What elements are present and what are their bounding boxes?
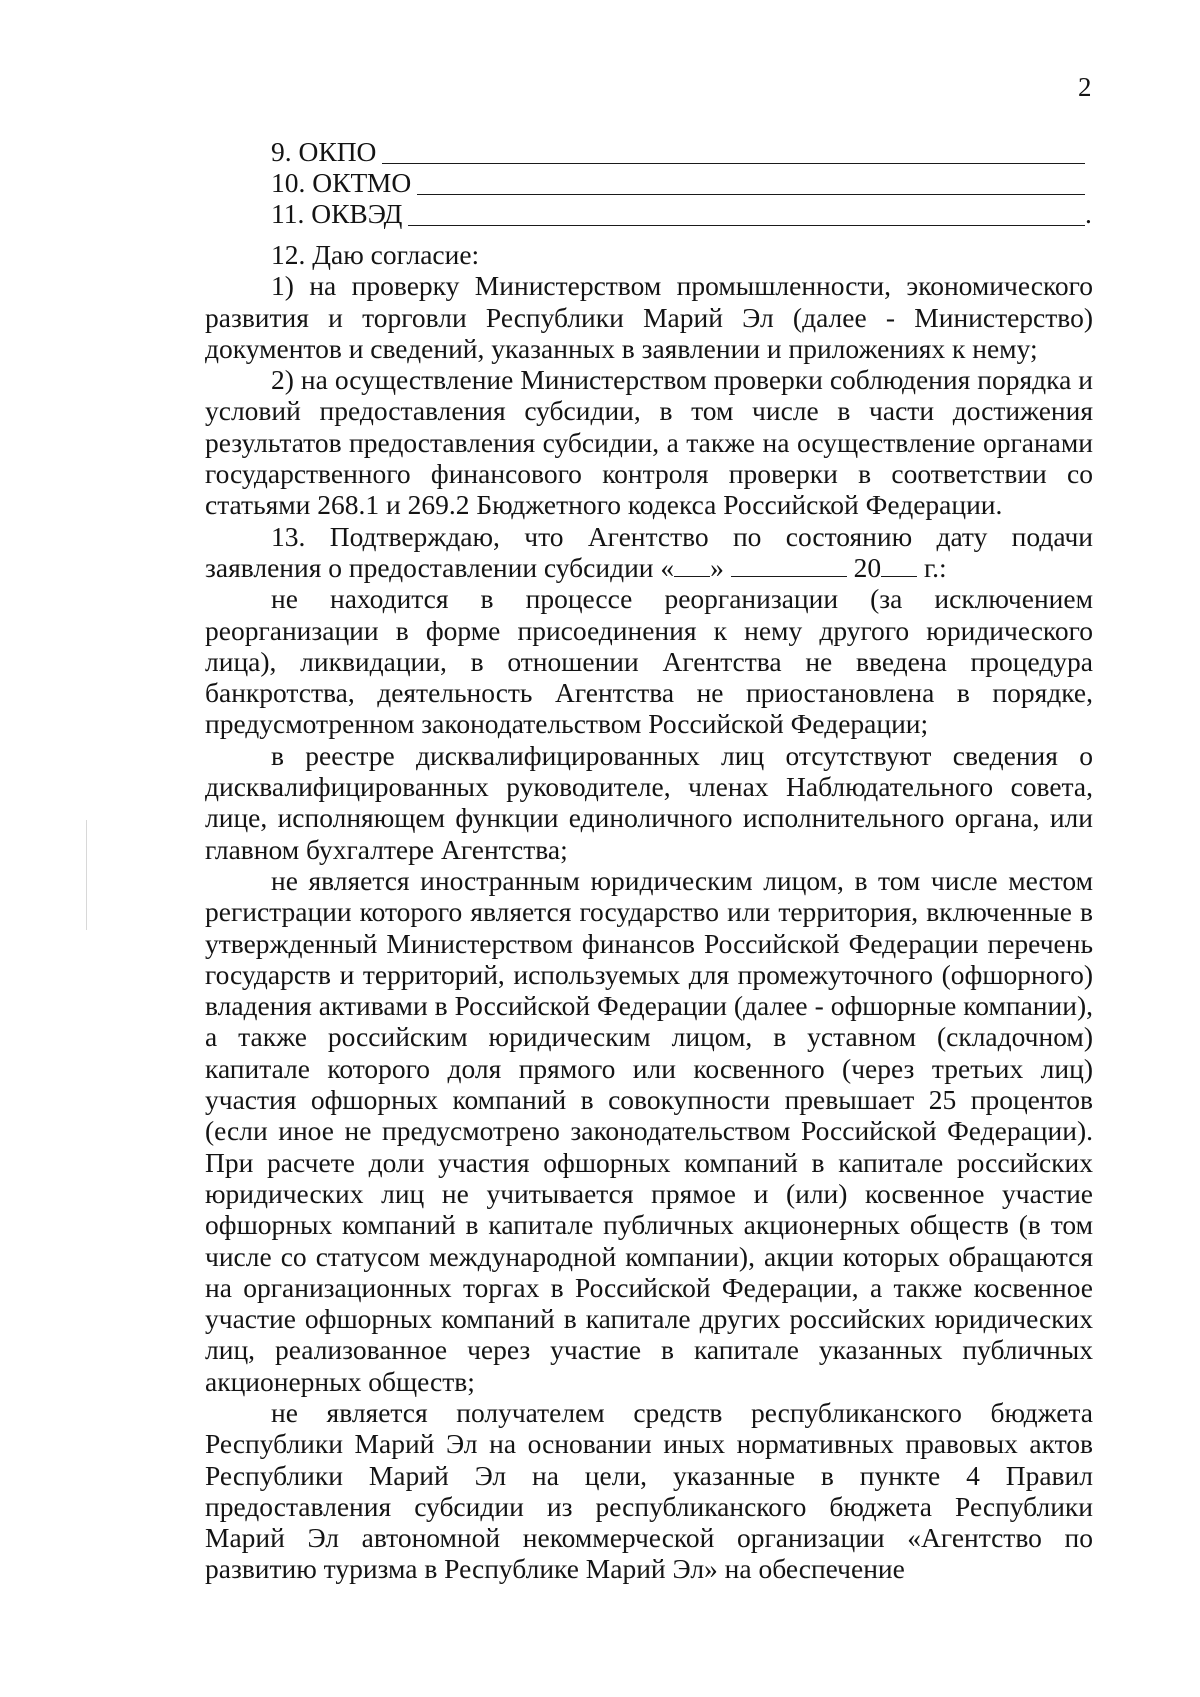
date-day-blank [674, 554, 710, 577]
okpo-field [271, 136, 1093, 168]
okved-field [271, 198, 1093, 230]
disqualified-registry-paragraph: в реестре дисквалифицированных лиц отсутствуют сведения о дисквалифицированных руководителе, членах Наблюдательного совета, лице, исполняющем функции единоличного исполнительного органа, или главном бухгалтере Агентства; [205, 739, 1093, 865]
okpo-label: 9. ОКПО [271, 136, 377, 167]
reorganization-paragraph: не находится в процессе реорганизации (за исключением реорганизации в форме присоединения к нему другого юридического лица), ликвидации, в отношении Агентства не введена процедура банкротства, деятельность Агентства не приостановлена в порядке, предусмотренном законодательством Российской Федерации; [205, 583, 1093, 740]
date-year-suffix: г.: [924, 551, 947, 583]
okpo-blank-line [382, 139, 1085, 164]
oktmo-label: 10. ОКТМО [271, 167, 412, 198]
consent-item-1: 1) на проверку Министерством промышленности, экономического развития и торговли Республики Марий Эл (далее - Министерство) документов и сведений, указанных в заявлении и приложениях к нему; [205, 270, 1093, 364]
page-number: 2 [1078, 72, 1092, 102]
confirmation-text: 13. Подтверждаю, что Агентство по состоянию дату подачи заявления о предоставлении субсидии « [205, 520, 1093, 583]
confirmation-paragraph [205, 521, 1093, 584]
offshore-paragraph: не является иностранным юридическим лицом, в том числе местом регистрации которого является государство или территория, включенные в утвержденный Министерством финансов Российской Федерации перечень государств и территорий, используемых для промежуточного (офшорного) владения активами в Российской Федерации (далее - офшорные компании), а также российским юридическим лицом, в уставном (складочном) капитале которого доля прямого или косвенного (через третьих лиц) участия офшорных компаний в совокупности превышает 25 процентов (если иное не предусмотрено законодательством Российской Федерации). При расчете доли участия офшорных компаний в капитале российских юридических лиц не учитывается прямое и (или) косвенное участие офшорных компаний в капитале публичных акционерных обществ (в том числе со статусом международной компании), акции которых обращаются на организационных торгах в Российской Федерации, а также косвенное участие офшорных компаний в капитале других российских юридических лиц, реализованное через участие в капитале указанных публичных акционерных обществ; [205, 864, 1093, 1397]
scan-artifact-line [86, 820, 87, 930]
consent-item-2: 2) на осуществление Министерством проверки соблюдения порядка и условий предоставления субсидии, в том числе в части достижения результатов предоставления субсидии, а также на осуществление органами государственного финансового контроля проверки в соответствии со статьями 268.1 и 269.2 Бюджетного кодекса Российской Федерации. [205, 364, 1093, 521]
consent-heading: 12. Даю согласие: [271, 239, 480, 270]
okved-end: . [1085, 198, 1092, 229]
budget-recipient-paragraph: не является получателем средств республиканского бюджета Республики Марий Эл на основании иных нормативных правовых актов Республики Марий Эл на цели, указанные в пункте 4 Правил предоставления субсидии из республиканского бюджета Республики Марий Эл автономной некоммерческой организации «Агентство по развитию туризма в Республике Марий Эл» на обеспечение [205, 1396, 1093, 1585]
document-body [205, 239, 1093, 1585]
okved-blank-line [408, 201, 1085, 226]
oktmo-field [271, 167, 1093, 199]
date-quote-close: » [710, 551, 724, 583]
date-year-blank [881, 554, 917, 577]
date-month-blank [731, 554, 847, 577]
oktmo-blank-line [417, 170, 1085, 195]
date-year-prefix: 20 [853, 551, 882, 583]
okved-label: 11. ОКВЭД [271, 198, 403, 229]
